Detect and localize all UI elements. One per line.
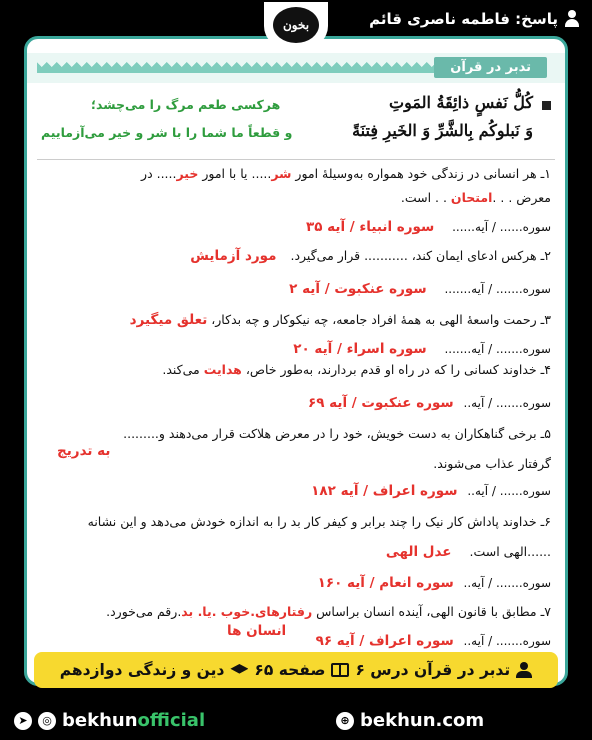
q7-text-1: ۷ـ مطابق با قانون الهی، آینده انسان براساس (312, 604, 551, 619)
q1-text-4: معرض . . . (492, 190, 551, 205)
question-7 (41, 601, 551, 623)
q3-text: ۳ـ رحمت واسعهٔ الهی به همهٔ افراد جامعه، چه نیکوکار و چه بدکار، (207, 312, 551, 327)
handle-part-2: official (137, 710, 206, 731)
source-2 (289, 281, 551, 297)
question-1 (41, 163, 551, 185)
source-answer: سوره عنکبوت / آیه ۶۹ (308, 395, 454, 411)
question-3 (41, 309, 551, 331)
q3-answer: تعلق میگیرد (129, 312, 208, 328)
q2-text: ۲ـ هرکس ادعای ایمان کند، ........... قرار می‌گیرد. (290, 248, 551, 263)
reader-icon (516, 662, 532, 678)
website-link[interactable] (336, 710, 484, 731)
bullet-icon (542, 101, 551, 110)
source-label: سوره....... / آیه....... (444, 342, 551, 356)
question-5 (41, 423, 551, 445)
source-6 (318, 575, 551, 591)
section-tag: تدبر در قرآن (434, 57, 547, 78)
divider (37, 159, 555, 160)
source-answer: سوره عنکبوت / آیه ۲ (289, 281, 427, 297)
source-answer: سوره انبیاء / آیه ۳۵ (306, 219, 435, 235)
logo-mark: بخون (273, 7, 319, 43)
q5-text-2: گرفتار عذاب می‌شوند. (433, 456, 551, 471)
source-answer: سوره اعراف / آیه ۹۶ (315, 633, 454, 649)
q5-answer: به تدریج (57, 443, 111, 459)
question-6 (41, 511, 551, 533)
q7-answer: رفتارهای.خوب .یا. بد (181, 604, 313, 619)
source-1 (306, 219, 551, 235)
graduation-cap-icon (230, 664, 248, 676)
q1-text-3: ..... در (141, 166, 177, 181)
q6-answer: عدل الهی (385, 544, 452, 560)
q4-text-2: می‌کند. (162, 362, 204, 377)
globe-icon: ⊕ (336, 712, 354, 730)
q7-text-2: .رقم می‌خورد. (106, 604, 182, 619)
footer-title: تدبر در قرآن درس ۶ (355, 661, 511, 679)
source-label: سوره...... / آیه...... (452, 220, 551, 234)
question-5-line-2 (41, 453, 551, 475)
verse-arabic-1: کُلُّ نَفسٍ ذائِقَةُ المَوتِ (389, 93, 533, 112)
question-4 (41, 359, 551, 381)
social-handle[interactable] (14, 710, 205, 731)
q6-text: ۶ـ خداوند پاداش کار نیک را چند برابر و کیفر کار بد را به اندازه خودش می‌دهد و این نشانه (87, 514, 551, 529)
handle-part-1: bekhun (62, 710, 138, 731)
q6-text-2: ......الهی است. (469, 544, 551, 559)
q7-answer-2: انسان ها (227, 623, 287, 639)
instagram-icon[interactable]: ◎ (38, 712, 56, 730)
source-5 (311, 483, 551, 499)
question-1-line-2 (41, 187, 551, 209)
source-answer: سوره اعراف / آیه ۱۸۲ (311, 483, 458, 499)
q1-text-5: . . است. (400, 190, 451, 205)
q1-answer-2: خیر (176, 166, 199, 181)
source-answer: سوره انعام / آیه ۱۶۰ (317, 575, 454, 591)
question-2 (41, 245, 551, 267)
source-label: سوره...... / آیه.. (467, 484, 551, 498)
source-answer: سوره اسراء / آیه ۲۰ (293, 341, 427, 357)
q1-answer-1: شر (271, 166, 292, 181)
source-7 (316, 633, 551, 649)
q4-answer: هدایت (203, 362, 242, 377)
decorative-zigzag (37, 61, 437, 73)
q4-text-1: ۴ـ خداوند کسانی را که در راه او قدم بردارند، به‌طور خاص، (241, 362, 551, 377)
source-label: سوره....... / آیه.. (463, 576, 551, 590)
verse-persian-1: هرکسی طعم مرگ را می‌چشد؛ (91, 97, 281, 112)
author-text: پاسخ: فاطمه ناصری قائم (369, 10, 558, 28)
content-card (24, 36, 568, 686)
q1-answer-3: امتحان (450, 190, 493, 205)
q1-text-2: ..... یا با امور (198, 166, 272, 181)
footer-book: دین و زندگی دوازدهم (59, 661, 225, 679)
verse-arabic-2: وَ نَبلوکُم بِالشَّرِّ وَ الخَیرِ فِتنَةً (352, 121, 533, 140)
source-label: سوره....... / آیه....... (444, 282, 551, 296)
source-4 (308, 395, 551, 411)
q1-text-1: ۱ـ هر انسانی در زندگی خود همواره به‌وسیلهٔ امور (291, 166, 551, 181)
verse-persian-2: و قطعاً ما شما را با شر و خیر می‌آزماییم (41, 125, 293, 140)
user-icon (564, 10, 580, 28)
q2-answer: مورد آزمایش (190, 248, 277, 264)
bekhun-logo (264, 2, 328, 48)
footer-page: صفحه ۶۵ (254, 661, 326, 679)
q5-text: ۵ـ برخی گناهکاران به دست خویش، خود را در معرض هلاکت قرار می‌دهند و......... (123, 426, 551, 441)
bottom-bar (0, 704, 592, 740)
website-text: bekhun.com (360, 710, 485, 731)
question-6-line-2 (41, 541, 551, 563)
source-3 (293, 341, 551, 357)
source-label: سوره....... / آیه.. (463, 634, 551, 648)
footer-banner (34, 652, 558, 688)
book-icon (331, 663, 349, 677)
verse-block (41, 91, 551, 151)
telegram-icon[interactable]: ➤ (14, 712, 32, 730)
source-label: سوره....... / آیه.. (463, 396, 551, 410)
author-credit (369, 10, 580, 28)
